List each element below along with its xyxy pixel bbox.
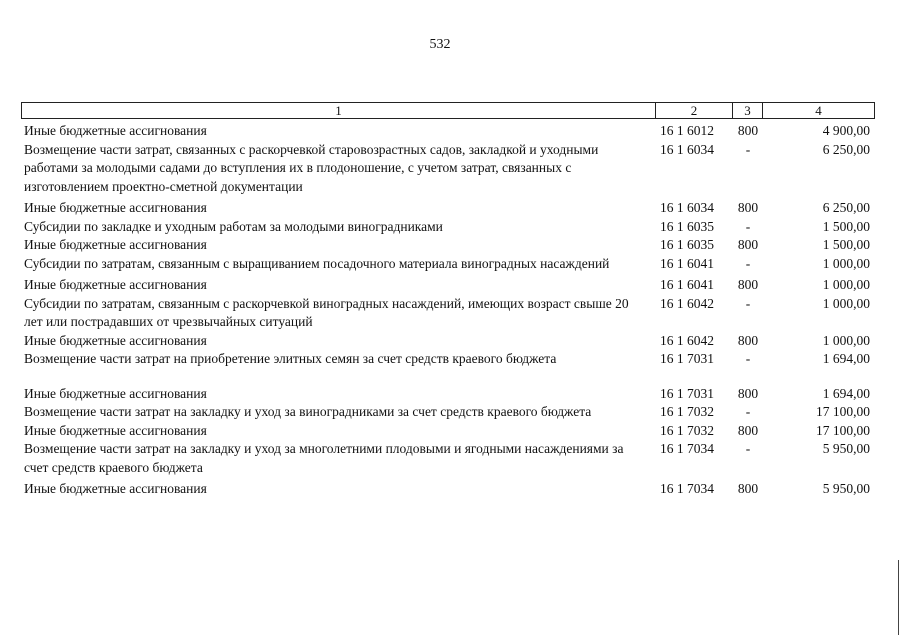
- table-row: [24, 440, 874, 477]
- row-sum: 6 250,00: [822, 200, 870, 215]
- row-sum: 17 100,00: [816, 422, 870, 438]
- row-type: 800: [737, 481, 759, 496]
- table-row: [24, 218, 874, 237]
- table-body: [24, 122, 874, 499]
- page-number: 532: [429, 37, 451, 52]
- row-sum: 4 900,00: [822, 123, 870, 138]
- row-type: 800: [737, 385, 759, 401]
- row-type: -: [745, 141, 751, 157]
- row-sum: 1 000,00: [822, 255, 870, 271]
- row-code: 16 1 7032: [660, 404, 714, 419]
- table-row: [24, 385, 874, 404]
- row-description: Иные бюджетные ассигнования: [24, 237, 207, 252]
- row-description: Иные бюджетные ассигнования: [24, 200, 207, 215]
- table-row: [24, 422, 874, 441]
- row-code: 16 1 7034: [660, 481, 714, 496]
- table-header: [21, 102, 875, 119]
- table-row: [24, 403, 874, 422]
- row-code: 16 1 7031: [660, 385, 714, 401]
- row-type: 800: [737, 277, 759, 292]
- row-description: Иные бюджетные ассигнования: [24, 277, 207, 292]
- row-sum: 1 500,00: [822, 218, 870, 234]
- row-description: Возмещение части затрат, связанных с раскорчевкой старовозрастных садов, закладкой и уходными работами за молодыми садами до вступления их в плодоношение, с учетом затрат, связанных с изготовлением проектно-сметной документации: [24, 141, 599, 194]
- row-description: Иные бюджетные ассигнования: [24, 123, 207, 138]
- row-code: 16 1 7032: [660, 422, 714, 438]
- row-description: Иные бюджетные ассигнования: [24, 481, 207, 496]
- row-description: Возмещение части затрат на закладку и уход за виноградниками за счет средств краевого бюджета: [24, 404, 592, 419]
- row-code: 16 1 6041: [660, 255, 714, 271]
- row-code: 16 1 7031: [660, 351, 714, 366]
- row-sum: 1 500,00: [822, 237, 870, 252]
- row-sum: 5 950,00: [822, 441, 870, 456]
- header-col-4: 4: [815, 103, 822, 118]
- row-code: 16 1 7034: [660, 441, 714, 456]
- row-description: Иные бюджетные ассигнования: [24, 385, 207, 401]
- row-code: 16 1 6035: [660, 218, 714, 234]
- table-row: [24, 332, 874, 351]
- table-row: [24, 276, 874, 295]
- table-row: [24, 255, 874, 274]
- row-description: Субсидии по затратам, связанным с раскорчевкой виноградных насаждений, имеющих возраст свыше 20 лет или пострадавших от чрезвычайных ситуаций: [24, 295, 629, 329]
- row-description: Субсидии по закладке и уходным работам за молодыми виноградниками: [24, 218, 443, 234]
- table-row: [24, 199, 874, 218]
- row-sum: 6 250,00: [822, 141, 870, 157]
- table-row: [24, 350, 874, 369]
- row-type: -: [745, 351, 751, 366]
- row-sum: 1 694,00: [822, 385, 870, 401]
- row-type: -: [745, 218, 751, 234]
- row-description: Возмещение части затрат на приобретение элитных семян за счет средств краевого бюджета: [24, 351, 557, 366]
- row-description: Иные бюджетные ассигнования: [24, 332, 207, 348]
- header-col-1: 1: [22, 103, 656, 118]
- table-row: [24, 480, 874, 499]
- row-sum: 1 000,00: [822, 277, 870, 292]
- header-col-2: 2: [656, 103, 733, 118]
- table-row: [24, 141, 874, 197]
- row-type: 800: [737, 123, 759, 138]
- row-code: 16 1 6042: [660, 295, 714, 311]
- row-type: 800: [737, 200, 759, 215]
- row-sum: 1 694,00: [822, 351, 870, 366]
- row-type: -: [745, 404, 751, 419]
- table-row: [24, 122, 874, 141]
- row-code: 16 1 6042: [660, 332, 714, 348]
- page-edge-line: [898, 560, 899, 635]
- row-code: 16 1 6041: [660, 277, 714, 292]
- row-description: Иные бюджетные ассигнования: [24, 422, 207, 438]
- header-col-3: 3: [733, 103, 763, 118]
- row-type: 800: [737, 332, 759, 348]
- row-description: Возмещение части затрат на закладку и уход за многолетними плодовыми и ягодными насаждениями за счет средств краевого бюджета: [24, 441, 624, 475]
- row-type: -: [745, 441, 751, 456]
- row-type: 800: [737, 422, 759, 438]
- row-sum: 17 100,00: [816, 404, 870, 419]
- row-sum: 1 000,00: [822, 332, 870, 348]
- table-row: [24, 236, 874, 255]
- row-type: -: [745, 255, 751, 271]
- row-code: 16 1 6035: [660, 237, 714, 252]
- row-code: 16 1 6012: [660, 123, 714, 138]
- row-type: 800: [737, 237, 759, 252]
- row-sum: 1 000,00: [822, 295, 870, 311]
- table-row: [24, 295, 874, 332]
- row-description: Субсидии по затратам, связанным с выращиванием посадочного материала виноградных насаждений: [24, 255, 610, 271]
- row-type: -: [745, 295, 751, 311]
- row-code: 16 1 6034: [660, 200, 714, 215]
- row-code: 16 1 6034: [660, 141, 714, 157]
- row-sum: 5 950,00: [822, 481, 870, 496]
